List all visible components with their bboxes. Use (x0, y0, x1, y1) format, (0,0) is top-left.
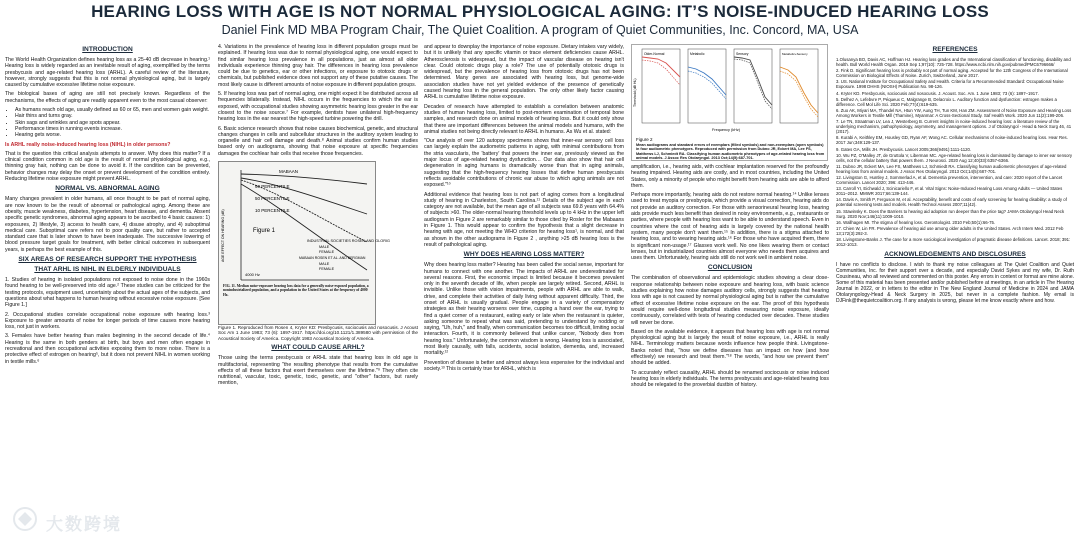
research-question: Is ARHL really noise-induced hearing loss (NIHL) in older persons? (5, 141, 171, 148)
panel-label-sensory: Sensory (736, 52, 749, 56)
aging-effects-list (5, 107, 210, 138)
reference-item: 13. Carroll YI, Eichwald J, Scinicariello F, et al. Vital Signs: Noise-Induced Hearing Loss Among Adults — United States 2011–2012. MMWR 2017;66:139-144. (836, 186, 1063, 197)
what-cause-heading: WHAT COULD CAUSE ARHL? (271, 344, 365, 352)
legend-female-2: FEMALE (319, 267, 335, 272)
panel-label-metabolic-sensory: Metabolic+Sensory (782, 52, 808, 56)
panel-label-older-normal: Older-Normal (644, 52, 665, 56)
legend-title: INDUSTRIAL SOCIETIES ROSEN AND GLORIG (307, 239, 390, 244)
six-areas-heading-2: THAT ARHL IS NIHL IN ELDERLY INDIVIDUALS (34, 266, 181, 274)
introduction-heading: INTRODUCTION (82, 46, 133, 53)
figure-2-label: Figure 2 (636, 137, 653, 142)
conclusion-heading: CONCLUSION (707, 264, 753, 272)
legend-mabaan: MABAAN ROSEN ET AL. AND BERGMAN (299, 256, 366, 261)
list-item: • As humans reach old age, usually defined as 60 or 65, men and women gain weight. (15, 107, 210, 113)
panel-label-metabolic: Metabolic (690, 52, 705, 56)
figure-2-panel-2 (688, 49, 726, 123)
reference-item: 11. Dubno JR, Eckert MA, Lee FS, Matthews LJ, Schmiedt RA. Classifying human audiometric phenotypes of age-related hearing loss from animal models. J Assoc Res Otolaryngol. 2013 Oct;14(5):687-701. (836, 163, 1067, 174)
area-6-paragraph: 6. Basic science research shows that noise causes biochemical, genetic, and structural changes changes in cells and subcellular structures in the auditory system leading to organelle and hair cell damage and death.⁸ Animal studies confirm human studies based only on audiograms, showing that noise exposure at specific frequencies damages the cochlear hair cells that receive those frequencies. (218, 125, 418, 157)
why-matter-heading: WHY DOES HEARING LOSS MATTER? (463, 251, 585, 259)
reference-item: 14. Davis A, Smith P, Ferguson M, et al. Acceptability, benefit and costs of early screening for hearing disability: a study of potential screening tests and models. Health Technol Assess 2007;11(42). (836, 197, 1067, 208)
why-matter-paragraph-1: Why does hearing loss matter? Hearing has been called the social sense, important for humans to connect with one another. The impacts of ARHL are underestimated for several reasons. First, the economic impact is limited because it becomes prevalent only in the seventh decade of life, when people are largely retired. Second, ARHL is invisible. Unlike those with vision impairments, people with ARHL are able to walk, drive, and complete their activities of daily living without apparent difficulty. Third, the onset of ARHL is usually gradual. People engage in a variety of compensatory strategies as their hearing worsens over time, cupping a hand over the ear, trying to find a quiet corner of a restaurant, eating early or late when the restaurant is quieter, asking someone to repeat what was said, pretending to understand by nodding or saying, "Uh, huh," and finally, when communication becomes too difficult, limiting social interaction. Fourth, it is commonly believed that unlike cancer, "Nobody dies from hearing loss." Unfortunately, the common wisdom is wrong. Hearing loss is associated, most likely causally, with falls, accidents, social isolation, dementia, and, increased mortality.¹² (424, 262, 624, 357)
poster-title: HEARING LOSS WITH AGE IS NOT NORMAL PHYSIOLOGICAL AGING: IT’S NOISE-INDUCED HEARING LOSS (91, 2, 989, 21)
area-5-paragraph: 5. If hearing loss was part of normal aging, one might expect it be distributed across all frequencies bilaterally. Instead, NIHL occurs in the frequencies to which the ear is exposed, with occupational studies showing asymmetric hearing loss greater in the ear closest to the noise source.⁷ For example, dentists have unilateral high-frequency hearing loss in the ear nearest the high-speed turbine powering the drill. (218, 91, 418, 123)
curve-label-10: 10 PERCENTILE (255, 208, 290, 214)
acknowledgements-paragraph: I have no conflicts to disclose. I wish to thank my noise colleagues at The Quiet Coalition and Quiet Communities, Inc. for their support over a decade, and especially David Sykes and my wife, Dr. Ruth Cousineau, who all reviewed and commented on this poster. Any errors in content or format are mine alone. Some of this material has been presented and/or published before at meetings, in an article in The Hearing Journal in 2022, or in letters to the editor in The New England Journal of Medicine in 2024 and JAMA Otolaryngology-Head & Neck Surgery in 2025, but never in a complete fashion. My email is DJFink@thequietcoalition.org. If any analysis is wrong, please let me know exactly where and how. (836, 262, 1074, 305)
figure-2-chart (632, 45, 827, 160)
column-1 (5, 44, 210, 540)
col3-paragraph-2: Decades of research have attempted to establish a correlation between anatomic studies of human hearing loss, limited to post-mortem examination of temporal bone samples, and research done on animal models of hearing loss. But it could only show that there are important differences between the animal models and humans, with the animal studies not being directly relevant to ARHL in humans. As Wu et al. stated: (424, 103, 624, 135)
list-item: • Performance times in running events increase. (15, 126, 210, 132)
question-paragraph: That is the question this critical analysis attempts to answer. Why does this matter? If a clinical condition common in old age is the result of normal physiological aging, e.g., thinning gray hair, nothing can be done to avoid it. If the condition can be prevented, behavior changes may delay the onset or prevent development of the condition entirely. Reducing lifetime noise exposure might prevent ARHL. (5, 150, 210, 183)
area-4-paragraph: 4. Variations in the prevalence of hearing loss in different population groups must be explained. If hearing loss was due to normal physiological aging, one would expect to find similar hearing loss prevalence in all populations, just as almost all older individuals experience thinning gray hair. The differences in hearing loss prevalence could be due to genetics, ear or other infections, or exposure to ototoxic drugs or chemicals, but published evidence does not support any of these putative causes. The most likely cause is different amounts of noise exposure in different population groups. (218, 44, 418, 88)
reference-item: 4. Kryter KD. Presbycusis, sociocusis and nosocusis. J. Acoust. Soc. Am. 1 June 1983; 73 (6): 1897–1917. (836, 90, 1039, 96)
figure-2-xlabel: Frequency (kHz) (712, 128, 741, 132)
figure-2-caption: Mean audiograms and standard errors of exemplars (filled symbols) and non-exemplars (open symbols) in four audiometric phenotypes. Reproduced with permission from Dubno JR, Eckert MA, Lee FS, Matthews LJ, Schmiedt RA. Classifying human audiometric phenotypes of age-related hearing loss from animal models. J Assoc Res Otolaryngol. 2013 Oct;14(5):687-701. (636, 143, 825, 160)
references-heading: REFERENCES (932, 46, 978, 53)
reference-item: 18. Livingstone-Banks J. The case for a more sociological investigation of pragmatic disease definitions. Lancet. 2018; 391: 1012-1013. (836, 237, 1071, 248)
panel-3-series-a (734, 57, 772, 105)
list-item: • Hair thins and turns gray. (15, 113, 210, 119)
figure-2 (631, 44, 828, 161)
figure-1-chart (219, 162, 390, 324)
legend-male-2: MALE (319, 262, 330, 267)
what-cause-paragraph: Those using the terms presbycusis or ARHL state that hearing loss in old age is multifactorial, representing "the resulting phenotype that results from the cumulative effects of all these factors that exert themselves over the lifetime."⁹ They often cite nutritional, vascular, toxic, genetic, toxic, genetic, and "other" factors, but rarely mention, (218, 355, 418, 387)
normal-abnormal-paragraph: Many changes prevalent in older humans, all once thought to be part of normal aging, are now known to be the result of abnormal or pathological aging. Among these are obesity, muscle weakness, diabetes, hypertension, heart disease, and dementia. Absent specific genetic syndromes, abnormal aging appears to be ascribed to 4 basic causes: 1) exposures, 2) lifestyle, 3) access to health care, 4) disuse atrophy, and 4) suboptimal medical care. Suboptimal care refers not to poor quality care, but rather to accepted standard care that is later shown to have been inadequate. The successive lowering of blood pressure target goals for treatment, with better clinical outcomes in subsequent years, is perhaps the best example of this. (5, 196, 210, 253)
reference-item: 6. Zuo AK, Miyari MA, Thandel NA, Htun YW, Aung TH, Tun KM, Han ZM. Assessment of Noise Exposure and Hearing Loss Among Workers in Textile Mill (Thamine), Myanmar: A Cross-Sectional Study. Saf Health Work. 2020 Jun 11(2):199-206. (836, 107, 1072, 118)
panel-2-series-a (688, 67, 726, 95)
col4-paragraph-2: Perhaps more importantly, hearing aids do not restore normal hearing.¹⁴ Unlike lenses used to treat myopia or presbyopia, which provide a visual correction, hearing aids do not provide an auditory correction. For those with sensorineural hearing loss, hearing aids provide much less benefit than desired in noisy environments, e.g., restaurants or parties, where people with hearing loss want to be able to understand speech. Even in countries where the cost of hearing aids is largely covered by the national health system, many people don't want them.¹⁵ In addition, there is a stigma attached to hearing loss, and to wearing hearing aids.¹⁶ For those who have acquired them, there is significant non-usage.¹⁷ Glasses work well. No one likes wearing them or contact lenses, but in industrialized countries almost everyone who needs them acquires and uses them. Unfortunately, hearing aids still do not work well in ambient noise. (631, 192, 829, 262)
reference-item: 9. Gates GA, Mills JH. Presbycusis. Lancet 2005;366(9491):1111-1120. (836, 146, 972, 152)
six-areas-paragraph-1: 1. Studies of hearing in isolated populations not exposed to noise done in the 1960s found hearing to be well-preserved into old age.² These studies can be criticized for the testing protocols, equipment used, uncertainty about the actual ages of the subjects, and questions about what happens to human hearing without excessive noise exposure. [See Figure 1.] (5, 277, 210, 309)
figure-1-caption: Figure 1. Reproduced from Rosen 4, Kryter KD: Presbycusis, sociocusis and nosocusis. J Acoust Soc Am 1 June 1983; 73 (6): 1897-1917. https://doi.org/10.1121/1.389580 with permission of the Acoustical Society of America. Copyright 1983 Acoustical Society of America. (218, 325, 418, 341)
watermark-diamond (18, 512, 32, 526)
six-areas-heading: SIX AREAS OF RESEARCH SUPPORT THE HYPOTHESIS (18, 256, 197, 264)
acknowledgements-heading: ACKNOWLEDGEMENTS AND DISCLOSURES (884, 251, 1026, 259)
panel-2-frame (688, 49, 726, 123)
reference-item: 15. Stawinsky K. Does the Barriers to hearing aid adoption run deeper than the price tag? JAMA Otolaryngol Head Neck Surg. 2020 Nov;146(11):1009-1010. (836, 208, 1065, 219)
reference-item: 2. Fink D. Significant hearing loss is probably not part of normal aging. Accepted for the 12th Congress of the International Commission on Biological Effects of Noise. Zurich, Switzerland, June 2017. (836, 68, 1068, 79)
normal-abnormal-heading: NORMAL VS. ABNORMAL AGING (55, 185, 160, 193)
col4-paragraph-1: amplification, i.e., hearing aids, with cochlear implantation reserved for the profoundly hearing impaired. Hearing aids are costly, and in most countries, including the United States, only a minority of people who might benefit from hearing aids are able to afford them. (631, 164, 830, 189)
figure-2-caption-box (636, 143, 826, 160)
watermark-text: 大数跨境 (46, 515, 122, 535)
reference-item: 7. Le TN, Straatman LV, Lea J, Westerberg B. Current insights in noise-induced hearing loss: a literature review of the underlying mechanism, pathophysiology, asymmetry, and management options. J of Otolaryngol - Head & Neck Surg 46, 41 (2017). (836, 119, 1072, 135)
figure-1-xlabel: 4000 Hz (245, 272, 260, 278)
reference-item: 17. Chien W, Lin FR. Prevalence of hearing aid use among older adults in the United States. Arch Intern Med. 2012 Feb 13;172(3):292-3. (836, 225, 1064, 236)
figure-2-panel-3 (734, 49, 772, 123)
conclusion-paragraph-1: The combination of observational and epidemiologic studies showing a clear dose-response relationship between noise exposure and hearing loss, with basic science studies explaining how noise damages auditory cells, strongly suggests that hearing loss with age is not caused by normal physiological aging but is rather the cumulative effect of excessive lifetime noise exposure on the ear. The proof of this hypothesis would require well-done longitudinal studies measuring noise exposure, ideally continuously, correlated with tests of hearing conducted over decades. These studies will never be done. (631, 275, 829, 326)
reference-item: 5. Delhez A, Lefebvre P, Péqueux C, Malgrange B, Delacroix L. Auditory function and dysfunction: estrogen makes a difference. Cell Mol Life Sci. 2020 Feb;77(4):619-635. (836, 96, 1057, 107)
list-item: • Skin sags and wrinkles and age spots appear. (15, 120, 210, 126)
intro-paragraph-2: The biological bases of aging are still not precisely known. Regardless of the mechanisms, the effects of aging are readily apparent even to the most casual observer: (5, 91, 210, 104)
list-item: • Hearing gets worse. (15, 132, 210, 138)
panel-4-series-a (780, 67, 818, 113)
conclusion-paragraph-3: To accurately reflect causality, ARHL should be renamed sociocusis or noise induced hearing loss in elderly individuals. The terms presbycusis and age-related hearing loss should be relegated to the proverbial dustbin of history. (631, 369, 829, 389)
figure-2-panel-4 (780, 49, 818, 123)
figure-1-inner-caption-box (223, 284, 371, 322)
legend-female: FEMALE (319, 250, 335, 255)
reference-item: 12. Livingston G, Huntley J, Sommerlad A, et al. Dementia prevention, intervention, and care: 2020 report of the Lancet Commission. Lancet 2020; 396: 413-446. (836, 174, 1063, 186)
panel-4-series-b (780, 71, 818, 117)
curve-label-mabaan: MABAAN (279, 169, 299, 175)
curve-label-50: 50 PERCENTILE (255, 196, 290, 202)
legend-male: MALE (319, 245, 330, 250)
curve-label-90: 90 PERCENTILE (255, 184, 290, 190)
watermark-logo-icon (10, 505, 40, 533)
wu-quote: "Our analysis of over 120 autopsy specimens shows that inner-ear sensory cell loss can largely explain the audiometric patterns in aging, with minimal contributions from the stria vascularis, the 'battery' that powers the inner ear, previously viewed as the major locus of age-related hearing dysfunction… Our data also show that hair cell degeneration in aging humans is dramatically worse than that in aging animals, suggesting that the high-frequency hearing losses that define human presbycusis reflects avoidable contributions of chronic ear abuse to which aging animals are not exposed."¹⁰ (424, 138, 624, 189)
figure-2-panel-1 (642, 49, 680, 123)
column-2 (218, 44, 418, 540)
reference-item: 16. Wallhagen MI. The stigma of hearing loss. Gerontologist. 2010 Feb;50(1):66-75. (836, 219, 996, 225)
column-4 (631, 44, 829, 540)
column-3 (424, 44, 624, 540)
column-5 (836, 44, 1074, 540)
poster-subtitle: Daniel Fink MD MBA Program Chair, The Quiet Coalition. A program of Quiet Communities, Inc. Concord, MA, USA (221, 23, 859, 37)
conclusion-paragraph-2: Based on the available evidence, it appears that hearing loss with age is not normal physiological aging but is largely the result of noise exposure, i.e., ARHL is really NIHL. Terminology matters because words influence how people think. Livingstone-Banks noted that, "how we define diseases has an impact on how (and how effectively) we research and treat them."¹⁸ The words, "and how we prevent them" should be added. (631, 328, 829, 367)
panel-1-series-a (642, 57, 680, 77)
reference-item: 10. Wu PZ, O'Malley JT, de Gruttola V, Liberman MC. Age-related hearing loss is dominated by damage to inner ear sensory cells, not the cellular battery that powers them. J Neurosci. 2020 Aug 12;40(33):6357-6366. (836, 152, 1073, 163)
figure-1-label: Figure 1 (253, 228, 276, 235)
col3-paragraph-3: Additional evidence that hearing loss is not part of aging comes from a longitudinal study of hearing in Charleston, South Carolina.¹¹ Details of the subject age in each category are not available, but the mean age of all subjects was 69.8 years with 64.4% of subjects >60. The older-normal hearing threshold levels up to 4 kHz in the upper left audiogram in Figure 2 are remarkably similar to those cited by Rosler for the Mabaans in Figure 1. This would appear to confirm the hypothesis that a slight decrease in hearing with age, not meeting the WHO criterion for hearing loss¹, is normal, and that as shown in the other audiograms in Figure 2 , anything >25 dB hearing loss is the result of pathological aging. (424, 191, 624, 248)
reference-item: 1.Olusanya BO, Davis AC, Hoffman HJ. Hearing loss grades and the International classification of functioning, disability and health. Bull World Health Organ. 2019 Sep 1;97(10): 725-728. https://www.ncbi.nlm.nih.gov/pubmed/PMC6796666/ (836, 57, 1071, 68)
panel-3-frame (734, 49, 772, 123)
figure-1-inner-caption: FIG. 11. Median noise-exposure hearing loss data for a generally noise-exposed population, a nonindustrialized population, and a population in the United States at the frequency of 4000 Hz. (223, 284, 369, 297)
figure-1 (218, 161, 390, 325)
reference-item: 3. US. National Institute for Occupational Safety and Health. Criteria for a Recommended Standard: Occupational Noise Exposure. 1998 DHHS (NIOSH) Publication No. 98-126. (836, 79, 1064, 90)
intro-paragraph-1: The World Health Organization defines hearing loss as a 25-40 dB decrease in hearing.¹ Hearing loss is widely regarded as an inevitable result of aging, exemplified by the terms presbycusis and age-related hearing loss (ARHL). A careful review of the literature, however, strongly suggests that this is not normal physiological aging, but is largely caused by cumulative excessive lifetime noise exposure. (5, 57, 210, 89)
figure-1-ylabel: AGE EFFECT ON HEARING (dB) (221, 209, 225, 263)
reference-item: 8. Kurabi A, Keithley EM, Housley GD, Ryan AF, Wong AC. Cellular mechanisms of noise-induced hearing loss. Hear Res. 2017 Jun;349:129-137. (836, 135, 1068, 146)
watermark (10, 505, 140, 533)
figure-2-ylabel: Threshold (dB HL) (633, 78, 637, 107)
six-areas-paragraph-2: 2. Occupational studies correlate occupational noise exposure with hearing loss.³ Exposure to greater amounts of noise for longer periods of time causes more hearing loss, not just in workers. (5, 311, 210, 331)
why-matter-paragraph-2: Prevention of disease is better and almost always less expensive for the individual and society.¹³ This is certainly true for ARHL, which is (424, 359, 624, 372)
references-list (836, 57, 1074, 247)
col3-paragraph-1: and appear to downplay the importance of noise exposure. Dietary intakes vary widely, but it is unlikely that any specific vitamin or trace element deficiencies cause ARHL. Atherosclerosis is widespread, but the impact of vascular disease on hearing isn't clear. Could ototoxic drugs play a role? The use of potentially ototoxic drugs is widespread, but the prevalence of hearing loss from ototoxic drugs has not been determined. Many genes are associated with hearing loss, but genome-wide association studies have not yet yielded evidence of the presence of genetically caused hearing loss in the general population. The only other likely factor causing ARHL is cumulative lifetime noise exposure. (424, 44, 624, 101)
poster-header (0, 0, 1080, 44)
six-areas-paragraph-3: 3. Females have better hearing than males beginning in the second decade of life.⁴ Hearing is the same in both genders at birth, but boys and men often engage in recreational and then occupational activities exposing them to more noise. There is a protective effect of estrogen on hearing⁵, but it does not prevent NIHL in women working in textile mills.⁶ (5, 333, 210, 365)
panel-4-frame (780, 49, 818, 123)
panel-1-series-b (642, 60, 680, 85)
